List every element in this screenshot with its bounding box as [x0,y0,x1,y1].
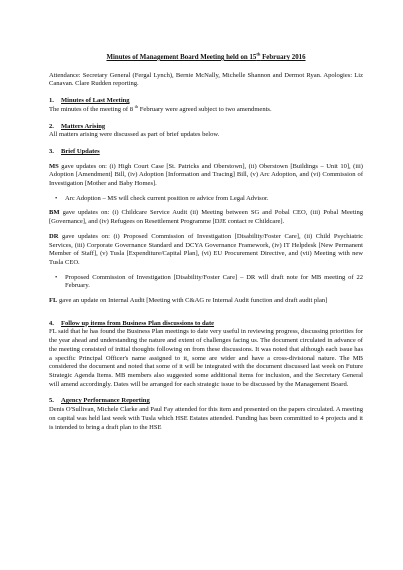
update-text: gave updates on: (i) High Court Case [St. Patricks and Oberstown], (ii) Oberstown [Buildings – Unit 10], (iii) Adoption [Amendment] Bill, (iv) Adoption [Information and Tracing] Bill, (v) Arc Adoption, and (vi) Commission of Investigation [Mother and Baby Homes]. [49,162,363,188]
section-4-heading [49,320,363,329]
list-item: • Proposed Commission of Investigation [Disability/Foster Care] – DR will draft note for MB meeting of 22 February. [65,274,363,291]
body-text-end: February were agreed subject to two amendments. [138,105,272,113]
section-5-body: Denis O'Sullivan, Michele Clarke and Paul Fay attended for this item and presented on the papers circulated. A meeting on capital was held last week with Tusla which HSE Estates attended. Funding has been committed to 4 projects and it is intended to bring a draft plan to the HSE [49,406,363,431]
section-title: Brief Updates [61,147,100,155]
section-5-heading [49,397,363,406]
body-text: The minutes of the meeting of 8 [49,105,133,113]
section-title: Minutes of Last Meeting [61,97,130,105]
section-number: 5. [49,397,54,405]
body-superscript: th [134,103,139,109]
section-2-heading [49,123,363,132]
ms-action-list [49,195,363,204]
update-text: gave an update on Internal Audit [Meeting with C&AG re Internal Audit function and draft audit plan] [57,297,328,305]
bm-update-paragraph [49,209,363,226]
speaker-initials: DR [49,232,59,240]
section-number: 2. [49,122,54,130]
update-text: gave updates on: (i) Proposed Commission of Investigation [Disability/Foster Care], (ii) Child Psychiatric Services, (iii) Corporate Governance Standard and DCYA Governance Framework, (iv) IT Helpdesk [New Permanent Member of Staff], (v) Tusla [Expenditure/Capital Plan], (vi) EU Procurement Directive, and (vii) Meeting with new Tusla CEO. [49,232,363,266]
section-title: Follow up items from Business Plan discussions to date [61,319,215,327]
title-text: Minutes of Management Board Meeting held on 15 [106,54,257,61]
section-title: Agency Performance Reporting [61,397,150,405]
section-1-heading [49,97,363,106]
update-text: gave updates on: (i) Childcare Service Audit (ii) Meeting between SG and Pobal CEO, (iii) Pobal Meeting [Governance], and (iv) Refugees on Resettlement Programme [DJE contact re Childcare]. [49,209,363,226]
document-title [49,51,363,63]
section-number: 3. [49,147,54,155]
section-number: 4. [49,319,54,327]
ms-update-paragraph [49,163,363,189]
section-title: Matters Arising [61,122,106,130]
dr-update-paragraph [49,233,363,268]
title-superscript: th [256,51,261,57]
section-4-body: FL said that he has found the Business Plan meetings to date very useful in reviewing progress, discussing priorities for the year ahead and understanding the nature and extent of challenges facing us. The document circulated in advance of the meeting consisted of initial thoughts following on from these discussions. It was noted that although each issue has a specific Principal Officer's name assigned to it, some are wider and have a cross-divisional nature. The MB considered the document and noted that some of it will be integrated with the document discussed last week on Future Strategic Agenda Items. MB members also suggested some additional items for inclusion, and the Secretary General will amend accordingly. Dates will be arranged for each strategic issue to be discussed by the Management Board. [49,328,363,388]
fl-update-paragraph [49,297,363,306]
dr-action-list [49,274,363,291]
title-text-end: February 2016 [260,54,306,61]
section-1-body [49,103,363,115]
speaker-initials: FL [49,297,58,305]
section-2-body: All matters arising were discussed as part of brief updates below. [49,131,220,139]
section-number: 1. [49,97,54,105]
list-item: • Arc Adoption – MS will check current position re advice from Legal Advisor. [65,195,363,204]
attendance-paragraph: Attendance: Secretary General (Fergal Lynch), Bernie McNally, Michelle Shannon and Dermot Ryan. Apologies: Liz Canavan. Clare Rudden reporting. [49,71,363,88]
speaker-initials: MS [49,162,59,170]
speaker-initials: BM [49,209,60,217]
section-3-heading [49,148,363,157]
